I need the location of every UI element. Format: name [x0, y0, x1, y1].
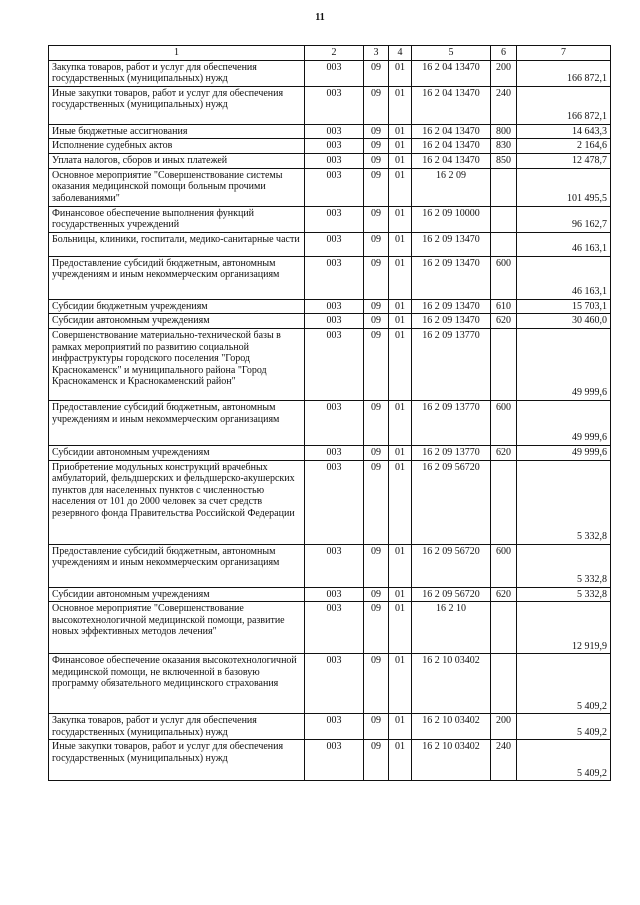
section-code-cell: 09 [364, 602, 389, 654]
table-row [49, 740, 611, 781]
table-row [49, 299, 611, 314]
table-row [49, 328, 611, 400]
ministry-code-cell: 003 [305, 299, 364, 314]
section-code-cell: 09 [364, 206, 389, 232]
table-row [49, 445, 611, 460]
amount-cell: 5 409,2 [517, 740, 611, 781]
target-article-cell: 16 2 09 13470 [412, 232, 491, 256]
table-row [49, 602, 611, 654]
table-row [49, 714, 611, 740]
target-article-cell: 16 2 09 13770 [412, 328, 491, 400]
target-article-cell: 16 2 09 13770 [412, 400, 491, 445]
item-name-cell: Субсидии автономным учреждениям [49, 587, 305, 602]
ministry-code-cell: 003 [305, 400, 364, 445]
subsection-code-cell: 01 [389, 740, 412, 781]
subsection-code-cell: 01 [389, 544, 412, 587]
subsection-code-cell: 01 [389, 124, 412, 139]
subsection-code-cell: 01 [389, 602, 412, 654]
item-name-cell: Предоставление субсидий бюджетным, автономным учреждениям и иным некоммерческим организациям [49, 256, 305, 299]
header-cell: 6 [491, 46, 517, 61]
item-name-cell: Субсидии бюджетным учреждениям [49, 299, 305, 314]
ministry-code-cell: 003 [305, 544, 364, 587]
table-row [49, 314, 611, 329]
subsection-code-cell: 01 [389, 400, 412, 445]
item-name-cell: Закупка товаров, работ и услуг для обеспечения государственных (муниципальных) нужд [49, 714, 305, 740]
item-name-cell: Финансовое обеспечение оказания высокотехнологичной медицинской помощи, не включенной в базовую программу обязательного медицинского страхования [49, 654, 305, 714]
subsection-code-cell: 01 [389, 314, 412, 329]
amount-cell: 46 163,1 [517, 232, 611, 256]
expense-type-cell [491, 232, 517, 256]
subsection-code-cell: 01 [389, 139, 412, 154]
section-code-cell: 09 [364, 153, 389, 168]
amount-cell: 96 162,7 [517, 206, 611, 232]
header-cell: 7 [517, 46, 611, 61]
subsection-code-cell: 01 [389, 206, 412, 232]
section-code-cell: 09 [364, 654, 389, 714]
table-row [49, 460, 611, 544]
target-article-cell: 16 2 09 13470 [412, 256, 491, 299]
header-cell: 2 [305, 46, 364, 61]
expense-type-cell: 620 [491, 314, 517, 329]
amount-cell: 2 164,6 [517, 139, 611, 154]
table-row [49, 587, 611, 602]
section-code-cell: 09 [364, 124, 389, 139]
expense-type-cell: 830 [491, 139, 517, 154]
expense-type-cell [491, 168, 517, 206]
table-row [49, 206, 611, 232]
amount-cell: 49 999,6 [517, 328, 611, 400]
expense-type-cell [491, 654, 517, 714]
expense-type-cell: 850 [491, 153, 517, 168]
header-cell: 3 [364, 46, 389, 61]
subsection-code-cell: 01 [389, 232, 412, 256]
target-article-cell: 16 2 09 13470 [412, 299, 491, 314]
expense-type-cell: 800 [491, 124, 517, 139]
table-row [49, 232, 611, 256]
ministry-code-cell: 003 [305, 86, 364, 124]
target-article-cell: 16 2 09 56720 [412, 460, 491, 544]
section-code-cell: 09 [364, 328, 389, 400]
target-article-cell: 16 2 09 [412, 168, 491, 206]
target-article-cell: 16 2 09 56720 [412, 587, 491, 602]
ministry-code-cell: 003 [305, 124, 364, 139]
subsection-code-cell: 01 [389, 86, 412, 124]
item-name-cell: Субсидии автономным учреждениям [49, 445, 305, 460]
ministry-code-cell: 003 [305, 460, 364, 544]
expense-type-cell: 600 [491, 544, 517, 587]
subsection-code-cell: 01 [389, 460, 412, 544]
expense-type-cell: 610 [491, 299, 517, 314]
item-name-cell: Больницы, клиники, госпитали, медико-санитарные части [49, 232, 305, 256]
ministry-code-cell: 003 [305, 206, 364, 232]
section-code-cell: 09 [364, 587, 389, 602]
item-name-cell: Основное мероприятие "Совершенствование системы оказания медицинской помощи больным прочими заболеваниями" [49, 168, 305, 206]
ministry-code-cell: 003 [305, 314, 364, 329]
amount-cell: 5 332,8 [517, 460, 611, 544]
section-code-cell: 09 [364, 740, 389, 781]
ministry-code-cell: 003 [305, 60, 364, 86]
subsection-code-cell: 01 [389, 256, 412, 299]
page-number: 11 [315, 12, 325, 23]
subsection-code-cell: 01 [389, 587, 412, 602]
table-row [49, 544, 611, 587]
expense-type-cell: 620 [491, 445, 517, 460]
amount-cell: 12 478,7 [517, 153, 611, 168]
item-name-cell: Предоставление субсидий бюджетным, автономным учреждениям и иным некоммерческим организациям [49, 400, 305, 445]
item-name-cell: Финансовое обеспечение выполнения функций государственных учреждений [49, 206, 305, 232]
expense-type-cell: 240 [491, 740, 517, 781]
amount-cell: 5 409,2 [517, 654, 611, 714]
subsection-code-cell: 01 [389, 714, 412, 740]
item-name-cell: Закупка товаров, работ и услуг для обеспечения государственных (муниципальных) нужд [49, 60, 305, 86]
subsection-code-cell: 01 [389, 445, 412, 460]
subsection-code-cell: 01 [389, 299, 412, 314]
item-name-cell: Приобретение модульных конструкций врачебных амбулаторий, фельдшерских и фельдшерско-акушерских пунктов для населенных пунктов с численностью населения от 101 до 2000 человек за счет средств резервного фонда Правительства Российской Федерации [49, 460, 305, 544]
section-code-cell: 09 [364, 299, 389, 314]
section-code-cell: 09 [364, 60, 389, 86]
expense-type-cell: 200 [491, 714, 517, 740]
header-cell: 4 [389, 46, 412, 61]
section-code-cell: 09 [364, 139, 389, 154]
item-name-cell: Уплата налогов, сборов и иных платежей [49, 153, 305, 168]
ministry-code-cell: 003 [305, 168, 364, 206]
subsection-code-cell: 01 [389, 654, 412, 714]
section-code-cell: 09 [364, 544, 389, 587]
item-name-cell: Основное мероприятие "Совершенствование высокотехнологичной медицинской помощи, развитие новых эффективных методов лечения" [49, 602, 305, 654]
target-article-cell: 16 2 10 [412, 602, 491, 654]
item-name-cell: Субсидии автономным учреждениям [49, 314, 305, 329]
expense-type-cell [491, 328, 517, 400]
item-name-cell: Иные закупки товаров, работ и услуг для обеспечения государственных (муниципальных) нужд [49, 86, 305, 124]
target-article-cell: 16 2 09 13770 [412, 445, 491, 460]
target-article-cell: 16 2 10 03402 [412, 654, 491, 714]
amount-cell: 101 495,5 [517, 168, 611, 206]
header-row [49, 46, 611, 61]
ministry-code-cell: 003 [305, 153, 364, 168]
table-row [49, 654, 611, 714]
expense-type-cell: 600 [491, 400, 517, 445]
budget-table [48, 45, 611, 781]
ministry-code-cell: 003 [305, 587, 364, 602]
target-article-cell: 16 2 04 13470 [412, 124, 491, 139]
amount-cell: 166 872,1 [517, 60, 611, 86]
amount-cell: 166 872,1 [517, 86, 611, 124]
expense-type-cell: 600 [491, 256, 517, 299]
ministry-code-cell: 003 [305, 256, 364, 299]
amount-cell: 49 999,6 [517, 400, 611, 445]
expense-type-cell: 620 [491, 587, 517, 602]
table-row [49, 86, 611, 124]
amount-cell: 12 919,9 [517, 602, 611, 654]
ministry-code-cell: 003 [305, 654, 364, 714]
ministry-code-cell: 003 [305, 714, 364, 740]
table-row [49, 168, 611, 206]
table-row [49, 256, 611, 299]
ministry-code-cell: 003 [305, 232, 364, 256]
ministry-code-cell: 003 [305, 445, 364, 460]
target-article-cell: 16 2 04 13470 [412, 86, 491, 124]
section-code-cell: 09 [364, 86, 389, 124]
subsection-code-cell: 01 [389, 328, 412, 400]
table-row [49, 124, 611, 139]
amount-cell: 5 332,8 [517, 544, 611, 587]
section-code-cell: 09 [364, 314, 389, 329]
table-row [49, 400, 611, 445]
expense-type-cell [491, 460, 517, 544]
target-article-cell: 16 2 10 03402 [412, 714, 491, 740]
target-article-cell: 16 2 04 13470 [412, 153, 491, 168]
item-name-cell: Совершенствование материально-технической базы в рамках мероприятий по развитию социальной инфраструктуры городского поселения "Город Краснокаменск" и муниципального района "Город Краснокаменск и Краснокаменский район" [49, 328, 305, 400]
target-article-cell: 16 2 09 10000 [412, 206, 491, 232]
target-article-cell: 16 2 04 13470 [412, 139, 491, 154]
expense-type-cell [491, 602, 517, 654]
table-row [49, 60, 611, 86]
subsection-code-cell: 01 [389, 60, 412, 86]
section-code-cell: 09 [364, 445, 389, 460]
header-cell: 1 [49, 46, 305, 61]
amount-cell: 46 163,1 [517, 256, 611, 299]
target-article-cell: 16 2 10 03402 [412, 740, 491, 781]
target-article-cell: 16 2 09 56720 [412, 544, 491, 587]
section-code-cell: 09 [364, 168, 389, 206]
item-name-cell: Иные закупки товаров, работ и услуг для обеспечения государственных (муниципальных) нужд [49, 740, 305, 781]
subsection-code-cell: 01 [389, 153, 412, 168]
amount-cell: 5 332,8 [517, 587, 611, 602]
item-name-cell: Иные бюджетные ассигнования [49, 124, 305, 139]
ministry-code-cell: 003 [305, 602, 364, 654]
amount-cell: 5 409,2 [517, 714, 611, 740]
target-article-cell: 16 2 09 13470 [412, 314, 491, 329]
section-code-cell: 09 [364, 714, 389, 740]
table-row [49, 153, 611, 168]
section-code-cell: 09 [364, 232, 389, 256]
amount-cell: 49 999,6 [517, 445, 611, 460]
ministry-code-cell: 003 [305, 139, 364, 154]
section-code-cell: 09 [364, 400, 389, 445]
expense-type-cell [491, 206, 517, 232]
amount-cell: 14 643,3 [517, 124, 611, 139]
section-code-cell: 09 [364, 460, 389, 544]
target-article-cell: 16 2 04 13470 [412, 60, 491, 86]
amount-cell: 30 460,0 [517, 314, 611, 329]
expense-type-cell: 240 [491, 86, 517, 124]
amount-cell: 15 703,1 [517, 299, 611, 314]
item-name-cell: Исполнение судебных актов [49, 139, 305, 154]
table-row [49, 139, 611, 154]
ministry-code-cell: 003 [305, 328, 364, 400]
expense-type-cell: 200 [491, 60, 517, 86]
ministry-code-cell: 003 [305, 740, 364, 781]
section-code-cell: 09 [364, 256, 389, 299]
header-cell: 5 [412, 46, 491, 61]
item-name-cell: Предоставление субсидий бюджетным, автономным учреждениям и иным некоммерческим организациям [49, 544, 305, 587]
subsection-code-cell: 01 [389, 168, 412, 206]
